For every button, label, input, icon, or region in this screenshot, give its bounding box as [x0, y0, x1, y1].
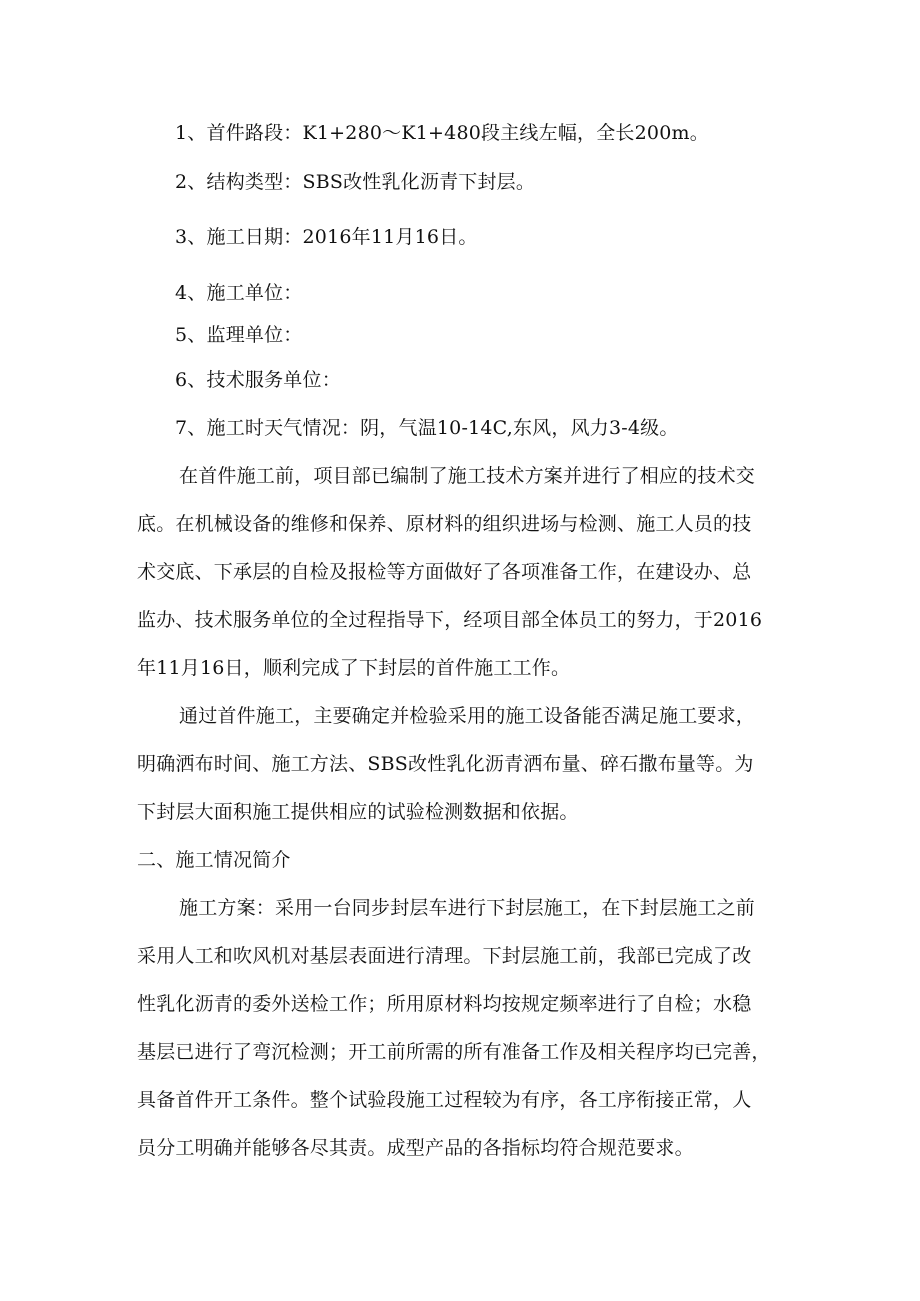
item-route-section: 1、首件路段：K1+280～K1+480段主线左幅，全长200m。: [175, 122, 709, 144]
paragraph-1-line: 底。在机械设备的维修和保养、原材料的组织进场与检测、施工人员的技: [137, 513, 752, 535]
paragraph-3-line: 性乳化沥青的委外送检工作；所用原材料均按规定频率进行了自检；水稳: [137, 993, 752, 1015]
item-construction-unit: 4、施工单位：: [175, 282, 303, 304]
item-supervision-unit: 5、监理单位：: [175, 324, 303, 346]
item-technical-service-unit: 6、技术服务单位：: [175, 369, 341, 391]
item-construction-date: 3、施工日期：2016年11月16日。: [175, 226, 478, 248]
paragraph-3-line: 具备首件开工条件。整个试验段施工过程较为有序，各工序衔接正常，人: [137, 1089, 752, 1111]
paragraph-2-line: 通过首件施工，主要确定并检验采用的施工设备能否满足施工要求，: [179, 705, 756, 727]
paragraph-3-line: 施工方案：采用一台同步封层车进行下封层施工，在下封层施工之前: [179, 897, 756, 919]
item-weather: 7、施工时天气情况：阴，气温10-14C,东风，风力3-4级。: [175, 417, 679, 439]
paragraph-2-line: 下封层大面积施工提供相应的试验检测数据和依据。: [137, 801, 579, 823]
paragraph-3-line: 采用人工和吹风机对基层表面进行清理。下封层施工前，我部已完成了改: [137, 945, 752, 967]
paragraph-1-line: 术交底、下承层的自检及报检等方面做好了各项准备工作，在建设办、总: [137, 561, 752, 583]
section-heading: 二、施工情况简介: [137, 849, 291, 871]
paragraph-2-line: 明确洒布时间、施工方法、SBS改性乳化沥青洒布量、碎石撒布量等。为: [137, 753, 754, 775]
paragraph-1-line: 监办、技术服务单位的全过程指导下，经项目部全体员工的努力，于2016: [137, 609, 763, 631]
item-structure-type: 2、结构类型：SBS改性乳化沥青下封层。: [175, 171, 536, 193]
paragraph-1-line: 年11月16日，顺利完成了下封层的首件施工工作。: [137, 657, 571, 679]
paragraph-1-line: 在首件施工前，项目部已编制了施工技术方案并进行了相应的技术交: [179, 465, 756, 487]
paragraph-3-line: 员分工明确并能够各尽其责。成型产品的各指标均符合规范要求。: [137, 1137, 694, 1159]
paragraph-3-line: 基层已进行了弯沉检测；开工前所需的所有准备工作及相关程序均已完善，: [137, 1041, 771, 1063]
